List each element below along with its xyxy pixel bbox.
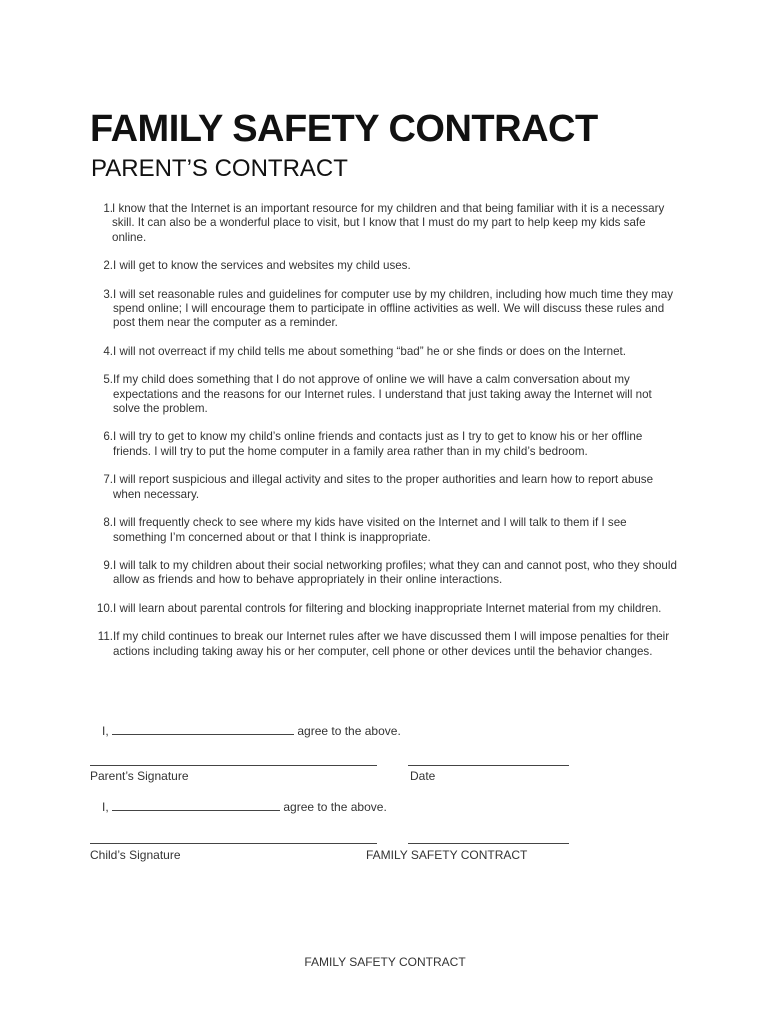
parent-date-field[interactable]: [408, 765, 569, 766]
list-item: [90, 630, 680, 659]
item-number: 8.: [103, 516, 113, 530]
item-text: I will talk to my children about their social networking profiles; what they can and cannot post, who they should allow as friends and how to behave appropriately in their online interactions.: [113, 558, 677, 587]
item-number: 10.: [96, 601, 113, 615]
item-number: 9.: [103, 558, 113, 572]
item-text: I will set reasonable rules and guidelines for computer use by my children, including how much time they may spend online; I will encourage them to participate in offline activities as well. We will discuss these rules and post them near the computer as a reminder.: [113, 287, 673, 330]
item-text: I will not overreact if my child tells me about something “bad” he or she finds or does on the Internet.: [113, 344, 626, 358]
child-date-field[interactable]: [408, 843, 569, 844]
parent-date-label: Date: [410, 769, 436, 783]
list-item: [90, 373, 680, 416]
parent-signature-label: Parent’s Signature: [90, 769, 189, 783]
list-item: [90, 473, 680, 502]
child-agree-prefix: I,: [102, 800, 109, 814]
item-number: 5.: [103, 373, 113, 387]
item-number: 11.: [97, 630, 113, 644]
child-agree-suffix: agree to the above.: [283, 800, 387, 814]
parent-signature-field[interactable]: [90, 765, 377, 766]
item-text: I will get to know the services and websites my child uses.: [113, 259, 411, 273]
item-number: 4.: [103, 344, 113, 358]
child-signature-label: Child’s Signature: [90, 848, 181, 862]
document-subtitle: PARENT’S CONTRACT: [91, 155, 348, 182]
item-number: 7.: [103, 473, 113, 487]
parent-agree-prefix: I,: [102, 724, 109, 738]
item-text: I know that the Internet is an important resource for my children and that being familiar with it is a necessary skill. It can also be a wonderful place to visit, but I know that I must do my part to help keep my kids safe online.: [112, 202, 665, 244]
item-number: 1.: [103, 202, 113, 215]
contract-items-list: [90, 202, 680, 673]
parent-agree-suffix: agree to the above.: [297, 724, 401, 738]
parent-agree-line: [102, 724, 401, 738]
item-text: I will try to get to know my child’s online friends and contacts just as I try to get to know his or her offline friends. I will try to put the home computer in a family area rather than in my child’s bedroom.: [113, 430, 643, 458]
item-text: I will frequently check to see where my kids have visited on the Internet and I will talk to them if I see something I’m concerned about or that I think is inappropriate.: [113, 516, 627, 544]
list-item: [90, 602, 680, 616]
parent-name-field[interactable]: [112, 724, 294, 735]
list-item: [90, 345, 680, 359]
list-item: [90, 559, 680, 588]
item-number: 6.: [103, 430, 113, 444]
list-item: [90, 259, 680, 273]
document-title: FAMILY SAFETY CONTRACT: [90, 108, 598, 150]
item-text: I will learn about parental controls for filtering and blocking inappropriate Internet material from my children.: [113, 601, 662, 615]
item-text: If my child continues to break our Internet rules after we have discussed them I will impose penalties for their actions including taking away his or her computer, cell phone or other devices until the behavior changes.: [113, 630, 670, 658]
child-right-label: FAMILY SAFETY CONTRACT: [366, 848, 528, 862]
list-item: [90, 430, 680, 459]
item-text: If my child does something that I do not approve of online we will have a calm conversation about my expectations and the reasons for our Internet rules. I understand that just taking away the Internet will not solve the problem.: [113, 373, 652, 416]
item-number: 2.: [103, 259, 113, 273]
child-agree-line: [102, 800, 387, 814]
item-text: I will report suspicious and illegal activity and sites to the proper authorities and learn how to report abuse when necessary.: [113, 473, 654, 501]
item-number: 3.: [103, 287, 113, 301]
list-item: [90, 516, 680, 545]
list-item: [90, 288, 680, 331]
child-name-field[interactable]: [112, 800, 280, 811]
page-footer: FAMILY SAFETY CONTRACT: [304, 955, 466, 969]
list-item: [90, 202, 680, 245]
child-signature-field[interactable]: [90, 843, 377, 844]
